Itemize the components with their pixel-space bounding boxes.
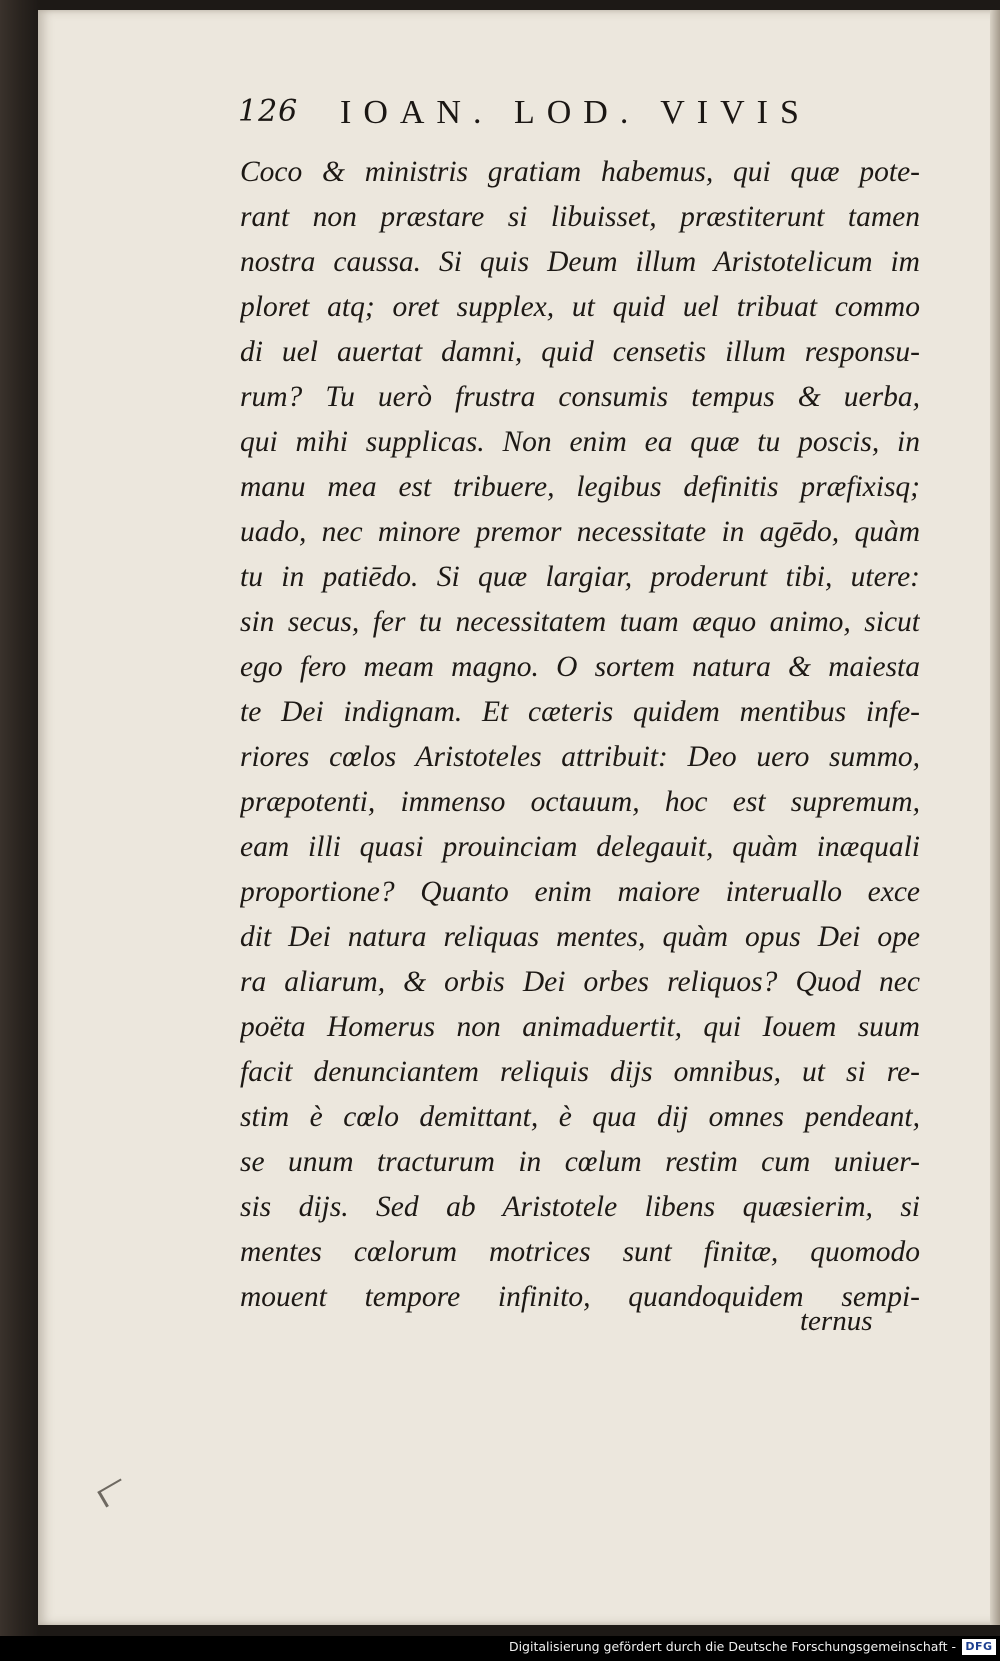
text-line: di uel auertat damni, quid censetis illum responsu- (240, 336, 920, 368)
text-line: rant non præstare si libuisset, præstiterunt tamen (240, 201, 920, 233)
digitization-footer (0, 1636, 1000, 1661)
text-line: mouent tempore infinito, quandoquidem sempi- (240, 1281, 920, 1313)
body-text (240, 150, 920, 1320)
page-number: 126 (238, 94, 299, 129)
text-line: sis dijs. Sed ab Aristotele libens quæsierim, si (240, 1191, 920, 1223)
running-head: IOAN. LOD. VIVIS (340, 94, 811, 131)
text-line: te Dei indignam. Et cæteris quidem mentibus infe- (240, 696, 920, 728)
text-line: ploret atq; oret supplex, ut quid uel tribuat commo (240, 291, 920, 323)
text-line: tu in patiēdo. Si quæ largiar, proderunt tibi, utere: (240, 561, 920, 593)
page-header (200, 94, 840, 142)
funding-credit: Digitalisierung gefördert durch die Deutsche Forschungsgemeinschaft - (508, 1639, 956, 1654)
text-line: dit Dei natura reliquas mentes, quàm opus Dei ope (240, 921, 920, 953)
text-line: rum? Tu uerò frustra consumis tempus & uerba, (240, 381, 920, 413)
dfg-logo: DFG (962, 1639, 996, 1655)
text-line: riores cœlos Aristoteles attribuit: Deo uero summo, (240, 741, 920, 773)
text-line: facit denunciantem reliquis dijs omnibus, ut si re- (240, 1056, 920, 1088)
stray-ink-mark (97, 1478, 129, 1507)
text-line: qui mihi supplicas. Non enim ea quæ tu poscis, in (240, 426, 920, 458)
text-line: se unum tracturum in cœlum restim cum uniuer- (240, 1146, 920, 1178)
catchword: ternus (800, 1305, 873, 1337)
text-line: manu mea est tribuere, legibus definitis præfixisq; (240, 471, 920, 503)
text-line: mentes cœlorum motrices sunt finitæ, quomodo (240, 1236, 920, 1268)
text-line: proportione? Quanto enim maiore interuallo exce (240, 876, 920, 908)
text-line: poëta Homerus non animaduertit, qui Iouem suum (240, 1011, 920, 1043)
text-line: Coco & ministris gratiam habemus, qui quæ pote- (240, 156, 920, 188)
text-line: nostra caussa. Si quis Deum illum Aristotelicum im (240, 246, 920, 278)
page-edge (990, 10, 1000, 1625)
text-line: sin secus, fer tu necessitatem tuam æquo animo, sicut (240, 606, 920, 638)
text-line: stim è cœlo demittant, è qua dij omnes pendeant, (240, 1101, 920, 1133)
text-line: eam illi quasi prouinciam delegauit, quàm inæquali (240, 831, 920, 863)
text-line: præpotenti, immenso octauum, hoc est supremum, (240, 786, 920, 818)
text-line: uado, nec minore premor necessitate in agēdo, quàm (240, 516, 920, 548)
text-line: ego fero meam magno. O sortem natura & maiesta (240, 651, 920, 683)
text-line: ra aliarum, & orbis Dei orbes reliquos? Quod nec (240, 966, 920, 998)
